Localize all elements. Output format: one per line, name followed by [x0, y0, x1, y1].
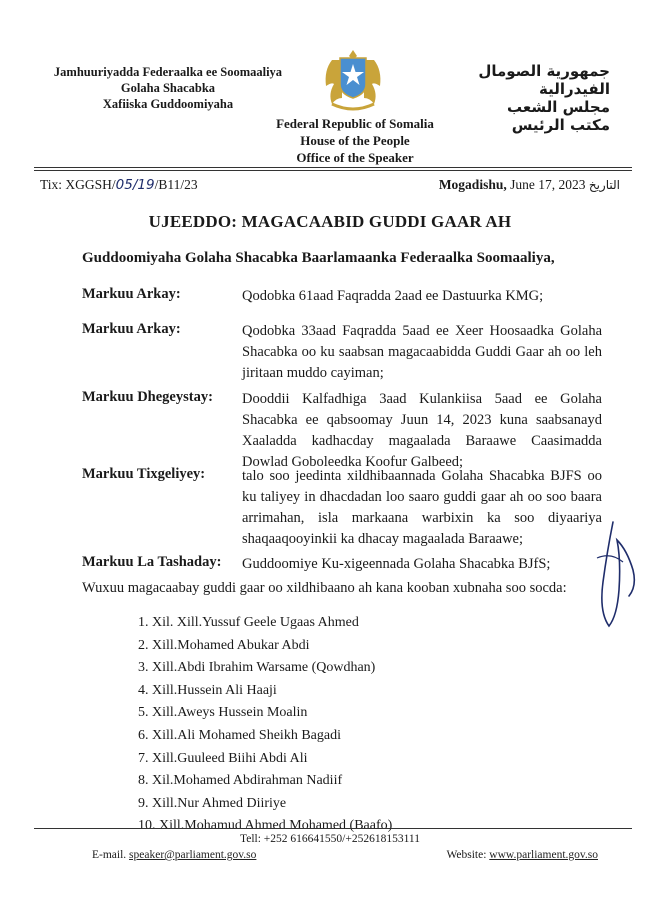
header-somali-line-3: Xafiiska Guddoomiyaha	[102, 97, 234, 111]
header-divider-top	[34, 167, 632, 168]
date-value: June 17, 2023	[506, 177, 589, 192]
clause-label-2: Markuu Arkay:	[82, 321, 181, 337]
clause-text-3: Dooddii Kalfadhiga 3aad Kulankiisa 5aad ee Golaha Shacabka ee qabsoomay Juun 14, 2023 kuna saabsanayd Xaaladda kadhacday magaalada Baraawe Caasimadda Dowlad Goboleedka Koofur Galbeed;	[242, 391, 602, 470]
document-date	[439, 177, 620, 193]
clause-text-5: Guddoomiye Ku-xigeennada Golaha Shacabka BJfS;	[242, 556, 551, 572]
header-arabic-line-2: مجلس الشعب	[506, 98, 610, 116]
reference-prefix: Tix: XGGSH/	[40, 177, 116, 192]
list-item: 8. Xil.Mohamed Abdirahman Nadiif	[138, 773, 343, 789]
footer-phone: Tell: +252 616641550/+252618153111	[240, 833, 420, 845]
clause-label-1: Markuu Arkay:	[82, 286, 181, 302]
email-link[interactable]: speaker@parliament.gov.so	[129, 849, 257, 861]
list-item: 2. Xill.Mohamed Abukar Abdi	[138, 637, 310, 653]
header-english	[250, 115, 460, 166]
header-somali	[38, 64, 298, 112]
signature-icon	[585, 518, 640, 633]
clause-text-1: Qodobka 61aad Faqradda 2aad ee Dastuurka KMG;	[242, 288, 544, 304]
list-item: 7. Xill.Guuleed Biihi Abdi Ali	[138, 750, 308, 766]
clause-label-4: Markuu Tixgeliyey:	[82, 466, 206, 482]
list-item: 3. Xill.Abdi Ibrahim Warsame (Qowdhan)	[138, 660, 376, 676]
date-arabic-label: التاريخ	[588, 178, 620, 192]
reference-suffix: /B11/23	[154, 177, 198, 192]
list-item: 4. Xill.Hussein Ali Haaji	[138, 682, 277, 698]
addressee: Guddoomiyaha Golaha Shacabka Baarlamaanka Federaalka Soomaaliya,	[82, 250, 555, 266]
clause-label-5: Markuu La Tashaday:	[82, 554, 222, 570]
clause-text-2: Qodobka 33aad Faqradda 5aad ee Xeer Hoosaadka Golaha Shacabka oo ku saabsan magacaabidda Guddi Gaar ah oo leh jiritaan muddo cayiman;	[242, 323, 602, 381]
list-item: 6. Xill.Ali Mohamed Sheikh Bagadi	[138, 727, 341, 743]
email-label: E-mail.	[92, 849, 130, 861]
members-list	[138, 612, 392, 838]
header-divider-bottom	[34, 170, 632, 171]
footer-divider	[34, 828, 632, 829]
website-link[interactable]: www.parliament.gov.so	[489, 849, 598, 861]
header-english-line-2: House of the People	[300, 133, 410, 148]
header-arabic-line-3: مكتب الرئيس	[511, 116, 610, 134]
header-somali-line-2: Golaha Shacabka	[120, 81, 216, 95]
header-english-line-1: Federal Republic of Somalia	[276, 116, 434, 131]
list-item: 9. Xill.Nur Ahmed Diiriye	[138, 795, 287, 811]
clause-text-4: talo soo jeedinta xildhibaannada Golaha Shacabka BJFS oo ku taliyey in dhacdadan loo saaro guddi gaar ah oo soo baara arrimahan, isla markaana warbixin ka soo diyaariya shaqaaqooyinkii ka dhacay magaalada Baraawe;	[242, 468, 602, 547]
document-title: UJEEDDO: MAGACAABID GUDDI GAAR AH	[148, 212, 512, 231]
reference-handwritten: 05/19	[115, 177, 155, 193]
clause-label-3: Markuu Dhegeystay:	[82, 389, 213, 405]
date-city: Mogadishu,	[438, 177, 507, 192]
members-intro: Wuxuu magacaabay guddi gaar oo xildhibaano ah kana kooban xubnaha soo socda:	[82, 580, 567, 596]
footer-website	[446, 849, 598, 861]
reference-number	[40, 177, 198, 193]
footer-email	[92, 849, 256, 861]
somalia-coat-of-arms-icon	[318, 48, 388, 112]
header-english-line-3: Office of the Speaker	[296, 150, 414, 165]
header-somali-line-1: Jamhuuriyadda Federaalka ee Soomaaliya	[53, 65, 283, 79]
header-arabic-line-1: جمهورية الصومال الفيدرالية	[478, 62, 610, 98]
website-label: Website:	[446, 849, 490, 861]
list-item: 10. Xill.Mohamud Ahmed Mohamed (Baafo)	[138, 818, 393, 834]
list-item: 5. Xill.Aweys Hussein Moalin	[138, 705, 308, 721]
list-item: 1. Xil. Xill.Yussuf Geele Ugaas Ahmed	[138, 615, 359, 630]
